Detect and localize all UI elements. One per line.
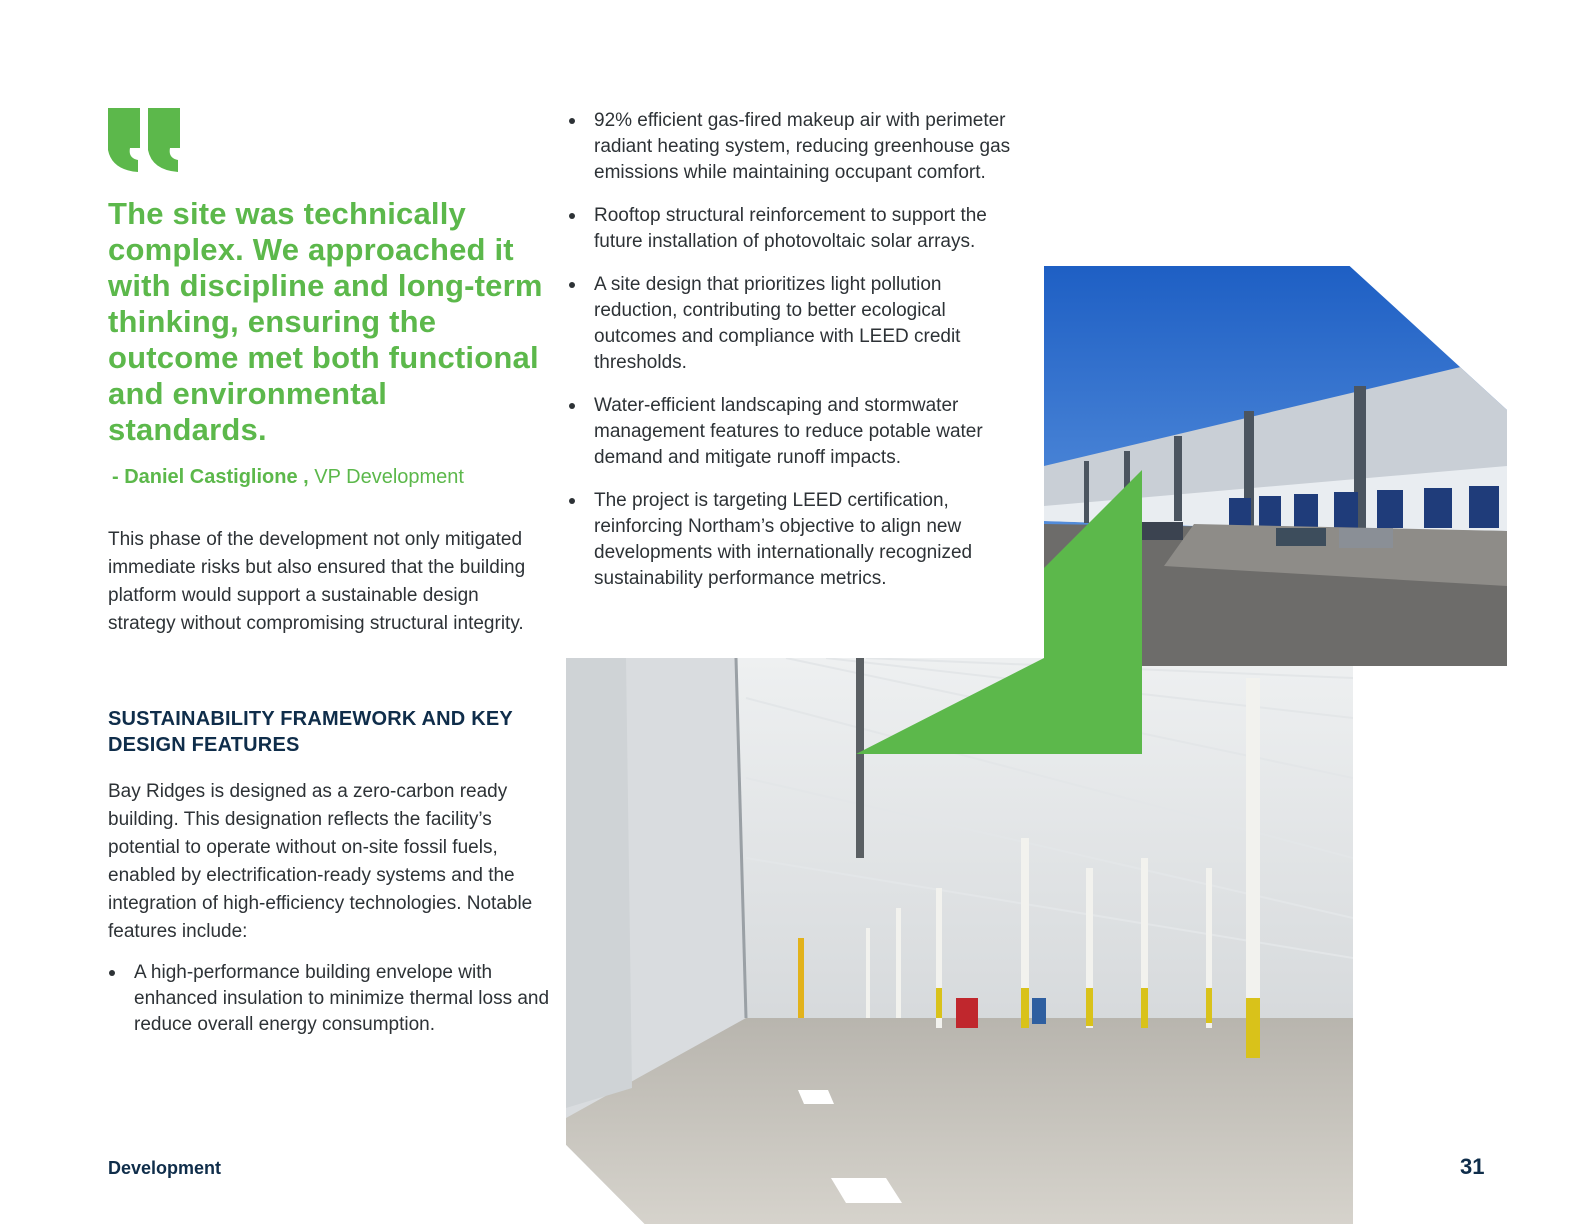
list-item: A high-performance building envelope with enhanced insulation to minimize thermal loss and reduce overall energy consumption. [107, 960, 552, 1038]
list-item: A site design that prioritizes light pollution reduction, contributing to better ecological outcomes and compliance with LEED credit thresholds. [567, 272, 1027, 376]
list-item: 92% efficient gas-fired makeup air with perimeter radiant heating system, reducing greenhouse gas emissions while maintaining occupant comfort. [567, 108, 1027, 186]
page-number: 31 [1460, 1154, 1485, 1179]
attribution-title: VP Development [308, 466, 464, 488]
list-item: Rooftop structural reinforcement to support the future installation of photovoltaic solar arrays. [567, 203, 1027, 255]
intro-paragraph: This phase of the development not only mitigated immediate risks but also ensured that the building platform would support a sustainable design strategy without compromising structural integrity. [108, 529, 526, 634]
list-item: Water-efficient landscaping and stormwater management features to reduce potable water demand and mitigate runoff impacts. [567, 393, 1027, 471]
section-heading: SUSTAINABILITY FRAMEWORK AND KEY DESIGN FEATURES [108, 708, 513, 756]
right-feature-list [567, 108, 1027, 609]
list-item: The project is targeting LEED certification, reinforcing Northam’s objective to align new developments with internationally recognized sustainability performance metrics. [567, 488, 1027, 592]
left-feature-list [107, 960, 552, 1038]
attribution-name: - Daniel Castiglione , [112, 466, 309, 488]
pull-quote: The site was technically complex. We approached it with discipline and long-term thinking, ensuring the outcome met both functional and environmental standards. [108, 196, 543, 447]
framework-paragraph: Bay Ridges is designed as a zero-carbon ready building. This designation reflects the facility’s potential to operate without on-site fossil fuels, enabled by electrification-ready systems and the integration of high-efficiency technologies. Notable features include: [108, 781, 533, 942]
quote-mark-icon [108, 108, 180, 172]
footer-section-label: Development [108, 1158, 222, 1178]
quote-attribution [112, 464, 552, 490]
